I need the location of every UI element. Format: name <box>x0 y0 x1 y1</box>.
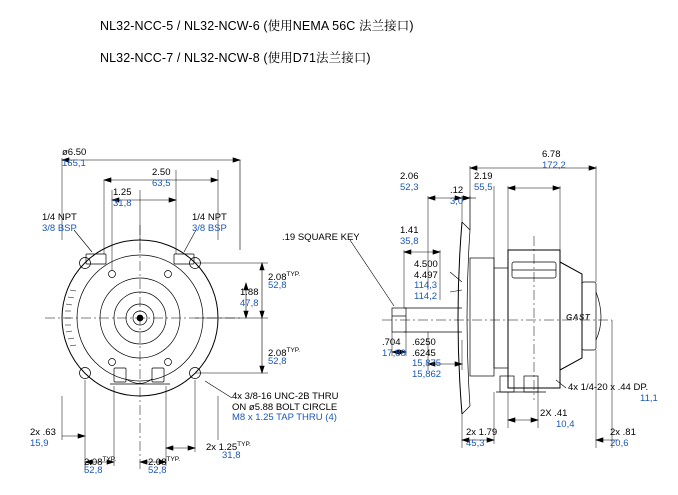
label-npt-right: 1/4 NPT 3/8 BSP <box>192 212 227 234</box>
dim-2x-0-41: 2X .41 <box>540 408 568 419</box>
dim-0-6250: .6250 .6245 15,875 15,862 <box>412 337 442 380</box>
header-line-2: NL32-NCC-7 / NL32-NCW-8 (使用D71法兰接口) <box>100 51 371 65</box>
dim-dia-6-50: ø6.50 165,1 <box>62 147 87 169</box>
dim-6-78: 6.78 172,2 <box>542 149 566 171</box>
dim-2x-63: 2x .63 15,9 <box>30 427 56 449</box>
dim-bore-4-500: 4.500 4.497 114,3 114,2 <box>414 259 438 302</box>
dim-2x-1-25-mm: 31,8 <box>222 450 241 461</box>
header-line-1: NL32-NCC-5 / NL32-NCW-6 (使用NEMA 56C 法兰接口) <box>100 19 414 33</box>
dim-2-19: 2.19 55,5 <box>474 171 493 193</box>
dim-0-704: .704 17,88 <box>382 337 406 359</box>
dim-1-25: 1.25 31,8 <box>113 187 132 209</box>
note-tap-1-4-20-mm: 11,1 <box>640 393 658 404</box>
dim-2x-0-41-mm: 10,4 <box>556 419 575 430</box>
dim-2x-1-25: 2x $1.25^{TYP.}$ <box>206 441 251 454</box>
dim-2-08-bottom-left: $2.08^{TYP.}$ <box>84 456 117 469</box>
dim-2-08-bottom-left-mm: 52,8 <box>84 465 103 476</box>
note-square-key: .19 SQUARE KEY <box>282 232 360 243</box>
dim-2-08-mid-mm: 52,8 <box>268 356 287 367</box>
dim-1-88: 1.88 47,8 <box>240 287 259 309</box>
dim-0-12: .12 3,0 <box>450 185 464 207</box>
brand-logo: GAST <box>566 313 591 322</box>
dim-2-06: 2.06 52,3 <box>400 171 419 193</box>
note-tap-1-4-20: 4x 1/4-20 x .44 DP. <box>568 382 649 393</box>
dim-2-08-mid: $2.08^{TYP.}$ <box>268 347 301 360</box>
dim-2x-1-79: 2x 1.79 45,3 <box>466 427 498 449</box>
dim-2-08-bottom-right-mm: 52,8 <box>148 465 167 476</box>
dim-2-50: 2.50 63,5 <box>152 167 171 189</box>
dim-1-41: 1.41 35,8 <box>400 225 419 247</box>
label-npt-left: 1/4 NPT 3/8 BSP <box>42 212 77 234</box>
dim-2-08-top: $2.08^{TYP.}$ <box>268 271 301 284</box>
dim-2-08-top-mm: 52,8 <box>268 280 287 291</box>
dim-2x-0-81: 2x .81 20,6 <box>610 427 636 449</box>
note-bolt-pattern: 4x 3/8-16 UNC-2B THRU ON ø5.88 BOLT CIRCLE M8 x 1.25 TAP THRU (4) <box>232 391 339 423</box>
dim-2-08-bottom-right: $2.08^{TYP.}$ <box>148 456 181 469</box>
